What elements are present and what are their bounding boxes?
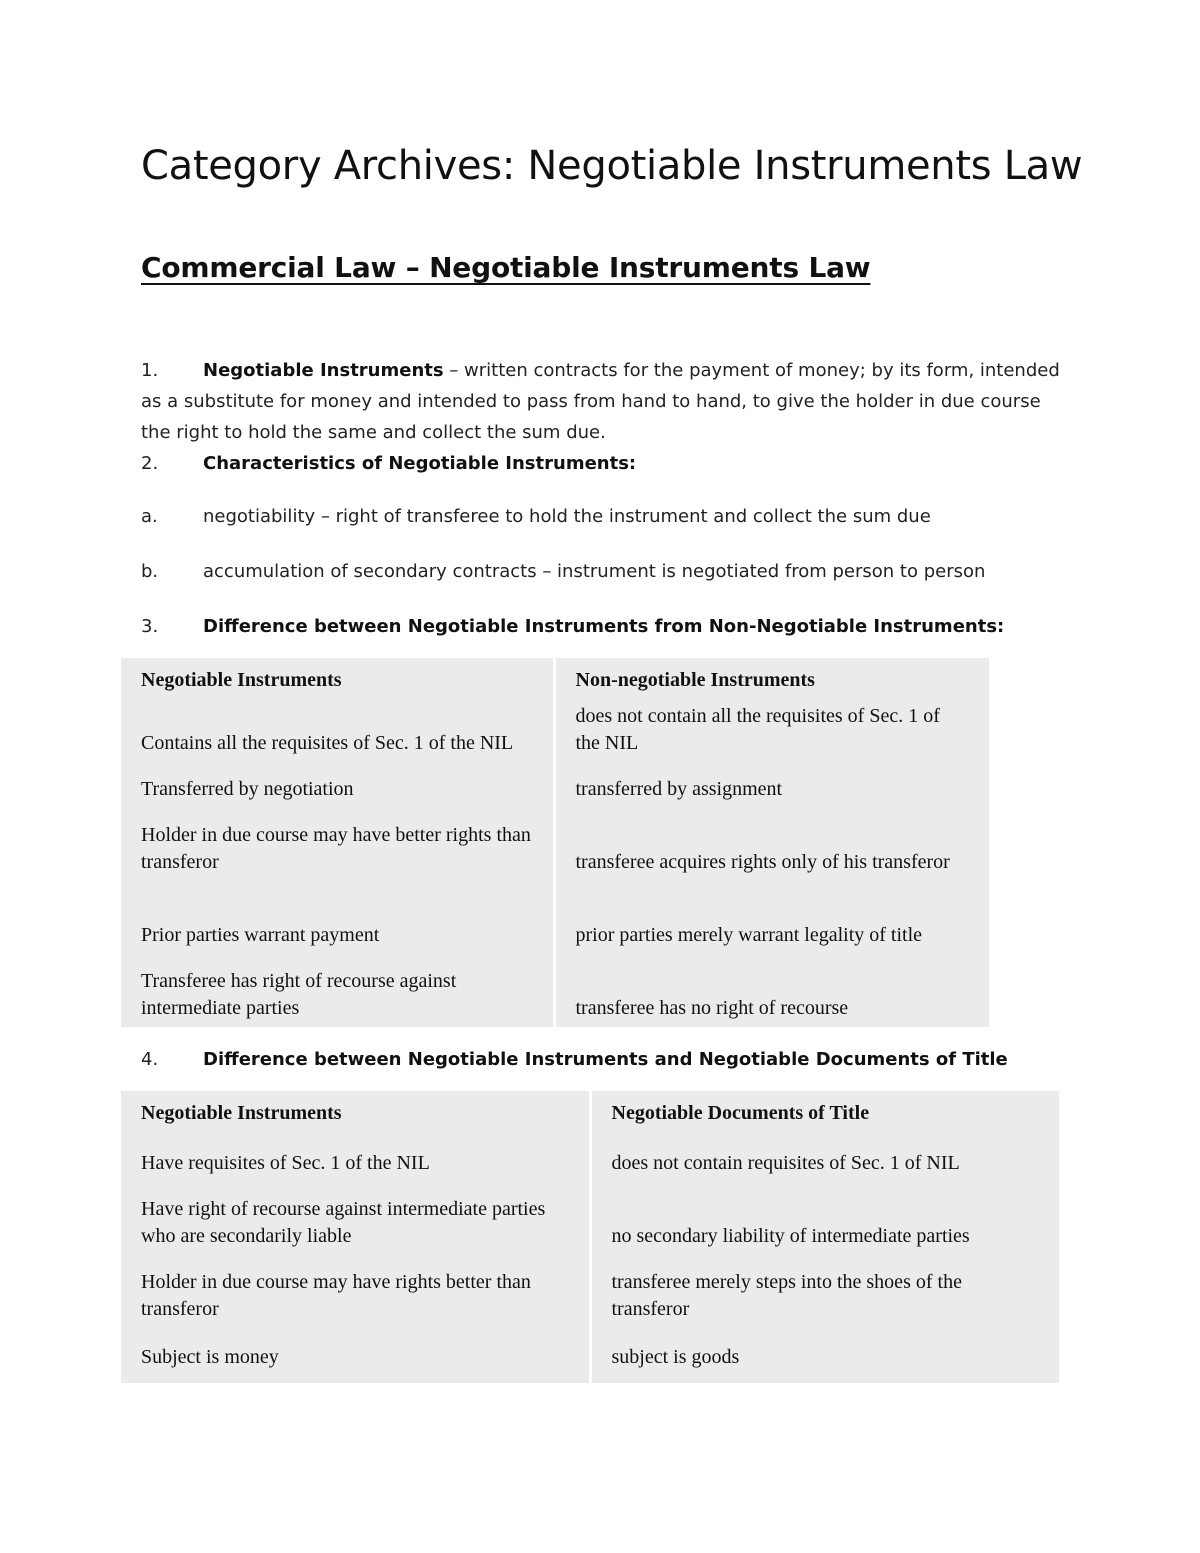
table-cell: does not contain requisites of Sec. 1 of NIL <box>611 1152 960 1174</box>
list-item-b <box>141 556 1061 587</box>
table-row <box>121 808 989 881</box>
list-item-number: 3. <box>141 616 159 637</box>
list-item-number: 2. <box>141 453 159 474</box>
list-item-2 <box>141 448 1061 479</box>
table-header-cell: Non-negotiable Instruments <box>575 669 815 691</box>
table-cell: Holder in due course may have rights better than transferor <box>121 1255 590 1328</box>
table-cell: transferee has no right of recourse <box>575 997 849 1019</box>
table-cell: transferee merely steps into the shoes of the transferor <box>611 1271 962 1320</box>
list-item-number: 1. <box>141 360 159 381</box>
table-row <box>121 1328 1059 1383</box>
comparison-table-2 <box>121 1091 1059 1383</box>
table-cell: Transferee has right of recourse against intermediate parties <box>121 954 554 1027</box>
table-row <box>121 1136 1059 1182</box>
table-cell: Transferred by negotiation <box>121 762 554 808</box>
list-item-text: accumulation of secondary contracts – instrument is negotiated from person to person <box>203 561 986 582</box>
table-row <box>121 703 989 762</box>
table-cell: Prior parties warrant payment <box>121 881 554 954</box>
list-item-number: b. <box>141 561 159 582</box>
table-cell: Holder in due course may have better rights than transferor <box>121 808 554 881</box>
list-item-3 <box>141 611 1061 642</box>
page-subtitle: Commercial Law – Negotiable Instruments Law <box>141 251 871 284</box>
table-cell: no secondary liability of intermediate parties <box>611 1225 970 1247</box>
table-cell: transferred by assignment <box>575 778 783 800</box>
table-row <box>121 1255 1059 1328</box>
table-cell: Have right of recourse against intermediate parties who are secondarily liable <box>121 1182 590 1255</box>
list-item-term: Characteristics of Negotiable Instruments: <box>203 453 637 474</box>
table-row <box>121 1182 1059 1255</box>
table-cell: prior parties merely warrant legality of title <box>575 924 923 946</box>
table-header-row <box>121 1091 1059 1136</box>
page-title: Category Archives: Negotiable Instruments Law <box>141 143 1083 189</box>
list-item-term: Difference between Negotiable Instruments from Non-Negotiable Instruments: <box>203 616 1005 637</box>
table-cell: transferee acquires rights only of his transferor <box>575 851 950 873</box>
table-row <box>121 881 989 954</box>
table-cell: does not contain all the requisites of Sec. 1 of the NIL <box>575 705 940 754</box>
list-item-1 <box>141 355 1061 448</box>
list-item-number: a. <box>141 506 158 527</box>
list-item-a <box>141 501 1061 532</box>
comparison-table-1 <box>121 658 989 1027</box>
table-cell: Contains all the requisites of Sec. 1 of the NIL <box>121 703 554 762</box>
table-cell: subject is goods <box>611 1346 740 1368</box>
table-cell: Subject is money <box>121 1328 590 1383</box>
table-header-cell: Negotiable Instruments <box>121 658 554 703</box>
table-cell: Have requisites of Sec. 1 of the NIL <box>121 1136 590 1182</box>
list-item-number: 4. <box>141 1049 159 1070</box>
list-item-term: Difference between Negotiable Instruments and Negotiable Documents of Title <box>203 1049 1008 1070</box>
list-item-4 <box>141 1044 1061 1075</box>
table-header-row <box>121 658 989 703</box>
list-item-text: – written contracts for the payment of money; by its form, intended as a substitute for money and intended to pass from hand to hand, to give the holder in due course the right to hold the same and collect the sum due. <box>141 360 1060 443</box>
table-header-cell: Negotiable Documents of Title <box>611 1102 870 1124</box>
table-row <box>121 954 989 1027</box>
table-row <box>121 762 989 808</box>
list-item-text: negotiability – right of transferee to hold the instrument and collect the sum due <box>203 506 931 527</box>
table-header-cell: Negotiable Instruments <box>121 1091 590 1136</box>
list-item-term: Negotiable Instruments <box>203 360 444 381</box>
